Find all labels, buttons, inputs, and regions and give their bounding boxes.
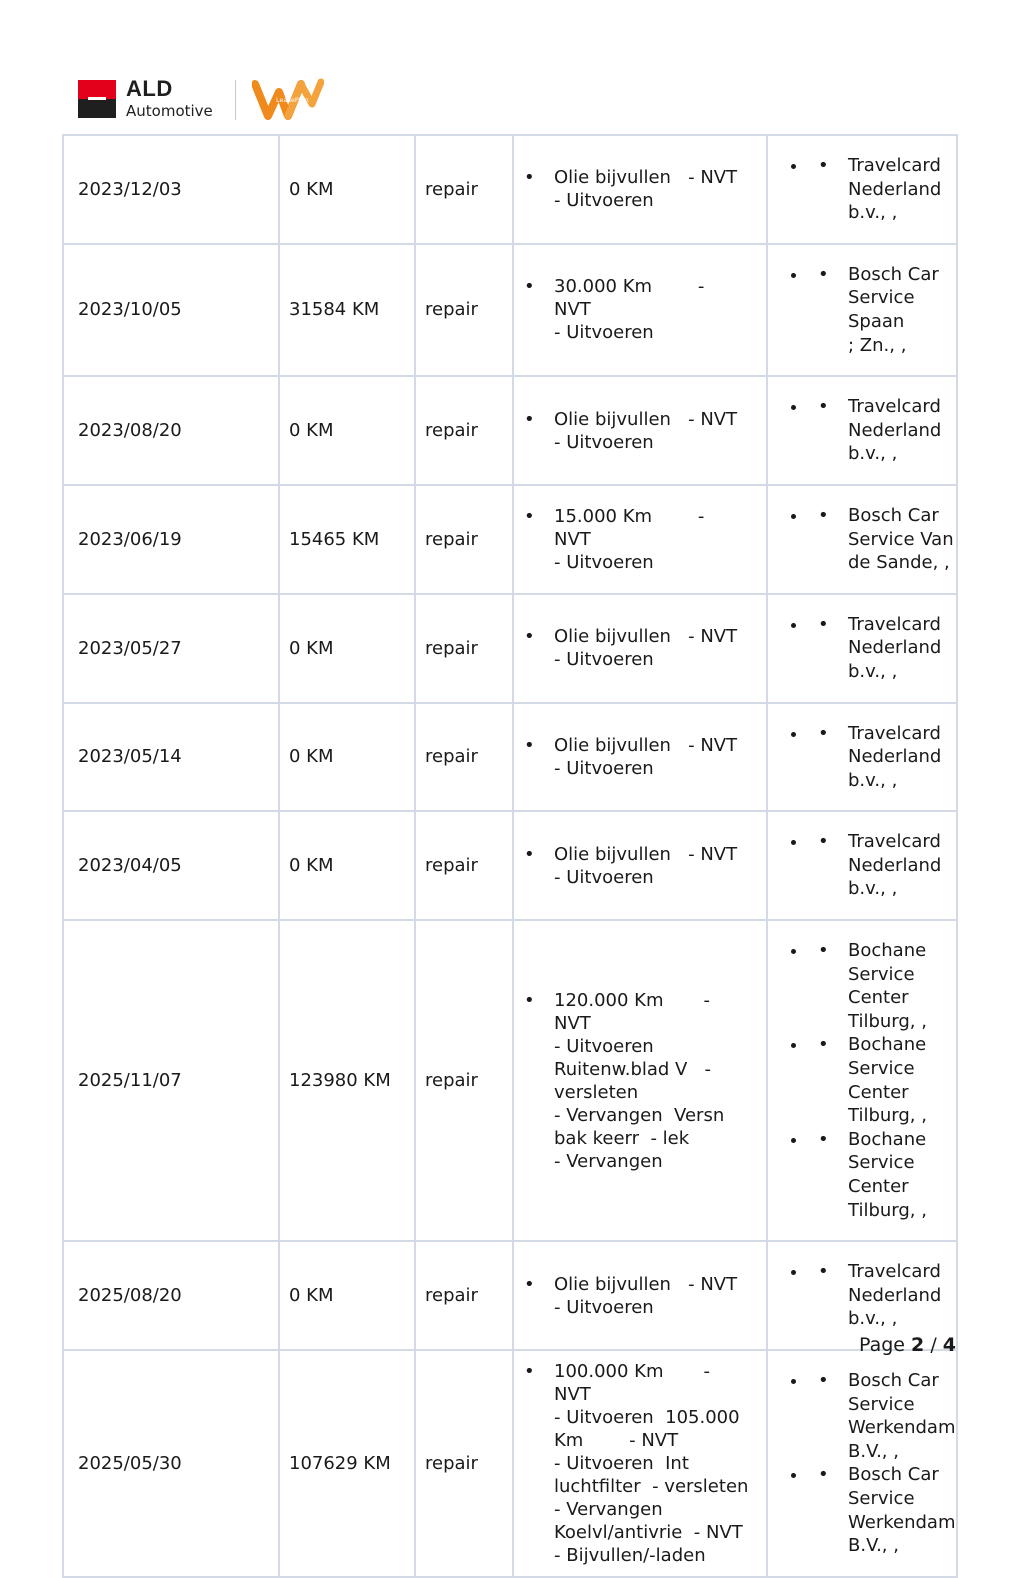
work-cell [513,485,767,594]
vendor-item: • • Travelcard Nederland b.v., , [808,395,956,466]
mileage-cell: 0 KM [279,703,415,812]
page-footer [859,1334,956,1356]
table-row [63,1350,957,1577]
table-row [63,920,957,1241]
vendor-cell [767,376,957,485]
type-cell: repair [415,1350,513,1577]
mileage-cell: 0 KM [279,594,415,703]
mileage-cell: 0 KM [279,376,415,485]
table-row [63,135,957,244]
work-cell [513,135,767,244]
work-item: • Olie bijvullen - NVT - Uitvoeren [514,408,766,454]
vendor-item: • • Bochane Service Center Tilburg, , [808,1128,956,1222]
date-cell: 2023/08/20 [63,376,279,485]
table-row [63,376,957,485]
vendor-item: • • Bosch Car Service Werkendam B.V., , [808,1463,956,1557]
mileage-cell: 123980 KM [279,920,415,1241]
page-header [78,78,338,122]
date-cell: 2023/05/27 [63,594,279,703]
work-item: • Olie bijvullen - NVT - Uitvoeren [514,843,766,889]
vendor-item: • • Travelcard Nederland b.v., , [808,830,956,901]
mileage-cell: 0 KM [279,135,415,244]
vendor-cell [767,920,957,1241]
mileage-cell: 15465 KM [279,485,415,594]
leaseplan-text: LeasePlan [276,96,309,104]
vendor-cell [767,703,957,812]
vendor-item: • • Travelcard Nederland b.v., , [808,722,956,793]
type-cell: repair [415,1241,513,1350]
work-cell [513,594,767,703]
vendor-item: • • Bochane Service Center Tilburg, , [808,939,956,1033]
page-total: 4 [942,1334,956,1356]
work-cell [513,1350,767,1577]
logo-divider [235,80,236,120]
vendor-item: • • Travelcard Nederland b.v., , [808,613,956,684]
page-label: Page [858,1334,905,1356]
date-cell: 2023/10/05 [63,244,279,376]
page-separator: / [930,1334,937,1356]
ald-brand: ALD [126,76,173,101]
work-item: • 30.000 Km - NVT - Uitvoeren [514,275,766,344]
type-cell: repair [415,244,513,376]
maintenance-table [62,134,958,1578]
work-item: • Olie bijvullen - NVT - Uitvoeren [514,166,766,212]
date-cell: 2025/05/30 [63,1350,279,1577]
date-cell: 2023/04/05 [63,811,279,920]
vendor-item: • • Bosch Car Service Van de Sande, , [808,504,956,575]
work-item: • 120.000 Km - NVT - Uitvoeren Ruitenw.blad V - versleten - Vervangen Versn bak keerr - lek - Vervangen [514,989,766,1173]
vendor-cell [767,135,957,244]
work-item: • Olie bijvullen - NVT - Uitvoeren [514,625,766,671]
type-cell: repair [415,811,513,920]
work-cell [513,376,767,485]
work-cell [513,703,767,812]
date-cell: 2025/08/20 [63,1241,279,1350]
table-row [63,811,957,920]
ald-logo-text [126,78,213,119]
mileage-cell: 0 KM [279,1241,415,1350]
vendor-cell [767,485,957,594]
work-cell [513,244,767,376]
type-cell: repair [415,485,513,594]
ald-sub: Automotive [126,102,213,120]
mileage-cell: 31584 KM [279,244,415,376]
work-cell [513,811,767,920]
type-cell: repair [415,920,513,1241]
work-item: • Olie bijvullen - NVT - Uitvoeren [514,734,766,780]
page-current: 2 [911,1334,925,1356]
vendor-item: • • Bosch Car Service Spaan ; Zn., , [808,263,956,357]
work-item: • 15.000 Km - NVT - Uitvoeren [514,505,766,574]
vendor-item: • • Travelcard Nederland b.v., , [808,1260,956,1331]
work-cell [513,1241,767,1350]
table-row [63,1241,957,1350]
table-row [63,244,957,376]
vendor-item: • • Bochane Service Center Tilburg, , [808,1033,956,1127]
work-item: • Olie bijvullen - NVT - Uitvoeren [514,1273,766,1319]
table-row [63,594,957,703]
type-cell: repair [415,703,513,812]
date-cell: 2023/12/03 [63,135,279,244]
type-cell: repair [415,376,513,485]
ald-logo-mark [78,80,116,118]
date-cell: 2023/06/19 [63,485,279,594]
mileage-cell: 107629 KM [279,1350,415,1577]
mileage-cell: 0 KM [279,811,415,920]
date-cell: 2023/05/14 [63,703,279,812]
vendor-cell [767,1350,957,1577]
table-row [63,703,957,812]
type-cell: repair [415,594,513,703]
vendor-cell [767,244,957,376]
work-cell [513,920,767,1241]
type-cell: repair [415,135,513,244]
table-row [63,485,957,594]
work-item: • 100.000 Km - NVT - Uitvoeren 105.000 Km - NVT - Uitvoeren Int luchtfilter - versleten - Vervangen Koelvl/antivrie - NVT - Bijvullen/-laden [514,1360,766,1567]
date-cell: 2025/11/07 [63,920,279,1241]
leaseplan-logo-icon [252,78,324,120]
vendor-cell [767,594,957,703]
vendor-item: • • Bosch Car Service Werkendam B.V., , [808,1369,956,1463]
vendor-item: • • Travelcard Nederland b.v., , [808,154,956,225]
vendor-cell [767,811,957,920]
